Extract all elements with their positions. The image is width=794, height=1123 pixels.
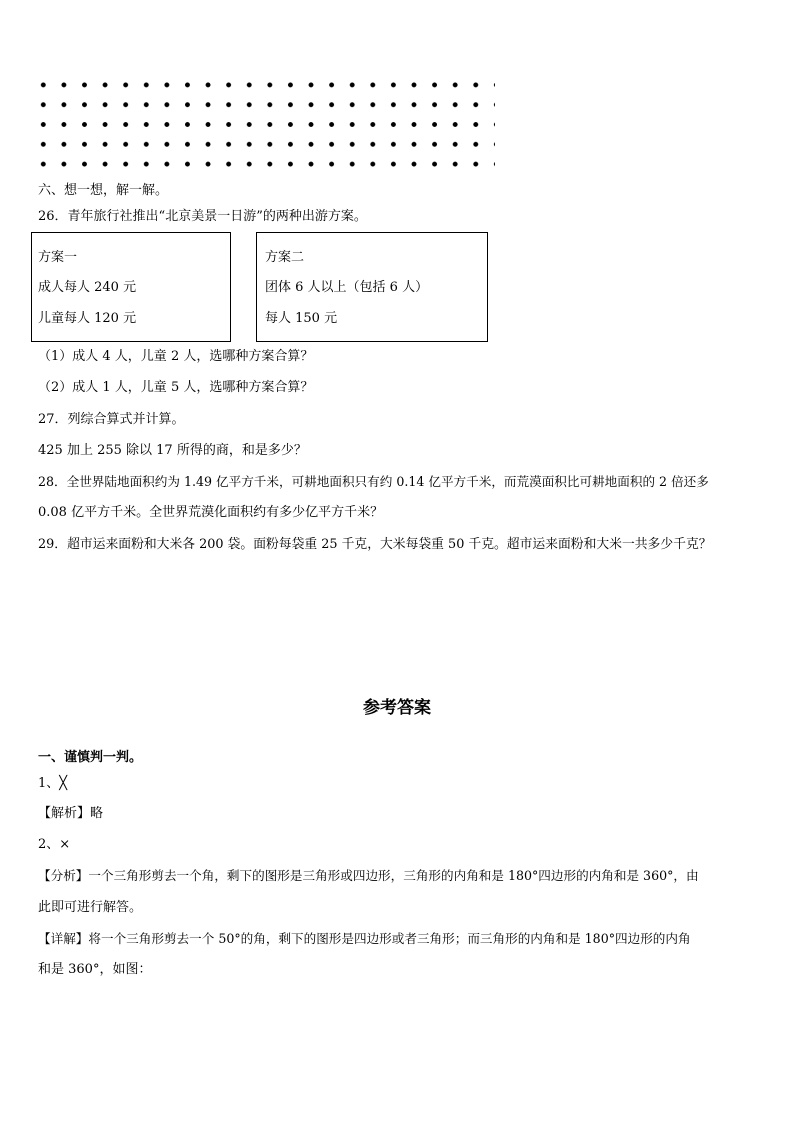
answers-section-1: 一、谨慎判一判。 [38, 750, 143, 765]
plan-one-title: 方案一 [38, 250, 78, 265]
dot-grid [33, 75, 495, 180]
question-27: 27．列综合算式并计算。 [38, 412, 185, 427]
plan-two-box [256, 232, 488, 342]
answer-2: 2、× [38, 837, 71, 852]
question-28-line-1: 28．全世界陆地面积约为 1.49 亿平方千米，可耕地面积只有约 0.14 亿平方千米，而荒漠面积比可耕地面积的 2 倍还多 [38, 474, 709, 489]
question-26-part-1: （1）成人 4 人，儿童 2 人，选哪种方案合算？ [38, 349, 314, 364]
question-29: 29．超市运来面粉和大米各 200 袋。面粉每袋重 25 千克，大米每袋重 50 千克。超市运来面粉和大米一共多少千克？ [38, 537, 712, 552]
question-26-part-2: （2）成人 1 人，儿童 5 人，选哪种方案合算？ [38, 380, 314, 395]
plan-one-adult-price: 成人每人 240 元 [38, 280, 137, 295]
question-28-line-2: 0.08 亿平方千米。全世界荒漠化面积约有多少亿平方千米？ [38, 505, 384, 520]
answer-2-detail-line-1: 【详解】将一个三角形剪去一个 50°的角，剩下的图形是四边形或者三角形；而三角形的内角和是 180°四边形的内角 [38, 931, 691, 946]
section-heading-6: 六、想一想，解一解。 [38, 183, 169, 198]
plan-one-child-price: 儿童每人 120 元 [38, 311, 137, 326]
question-27-detail: 425 加上 255 除以 17 所得的商，和是多少？ [38, 443, 307, 458]
answer-2-detail-line-2: 和是 360°，如图： [38, 962, 152, 977]
answer-2-analysis-line-1: 【分析】一个三角形剪去一个角，剩下的图形是三角形或四边形，三角形的内角和是 180°四边形的内角和是 360°，由 [38, 868, 699, 883]
plan-one-box [31, 232, 231, 342]
question-26: 26．青年旅行社推出“北京美景一日游”的两种出游方案。 [38, 209, 367, 224]
answer-1: 1、╳ [38, 776, 68, 791]
plan-two-title: 方案二 [265, 250, 305, 265]
answers-title: 参考答案 [363, 698, 431, 718]
plan-two-group-condition: 团体 6 人以上（包括 6 人） [265, 280, 429, 295]
answer-2-analysis-line-2: 此即可进行解答。 [38, 900, 143, 915]
answer-1-analysis: 【解析】略 [38, 806, 104, 821]
plan-two-price: 每人 150 元 [265, 311, 338, 326]
